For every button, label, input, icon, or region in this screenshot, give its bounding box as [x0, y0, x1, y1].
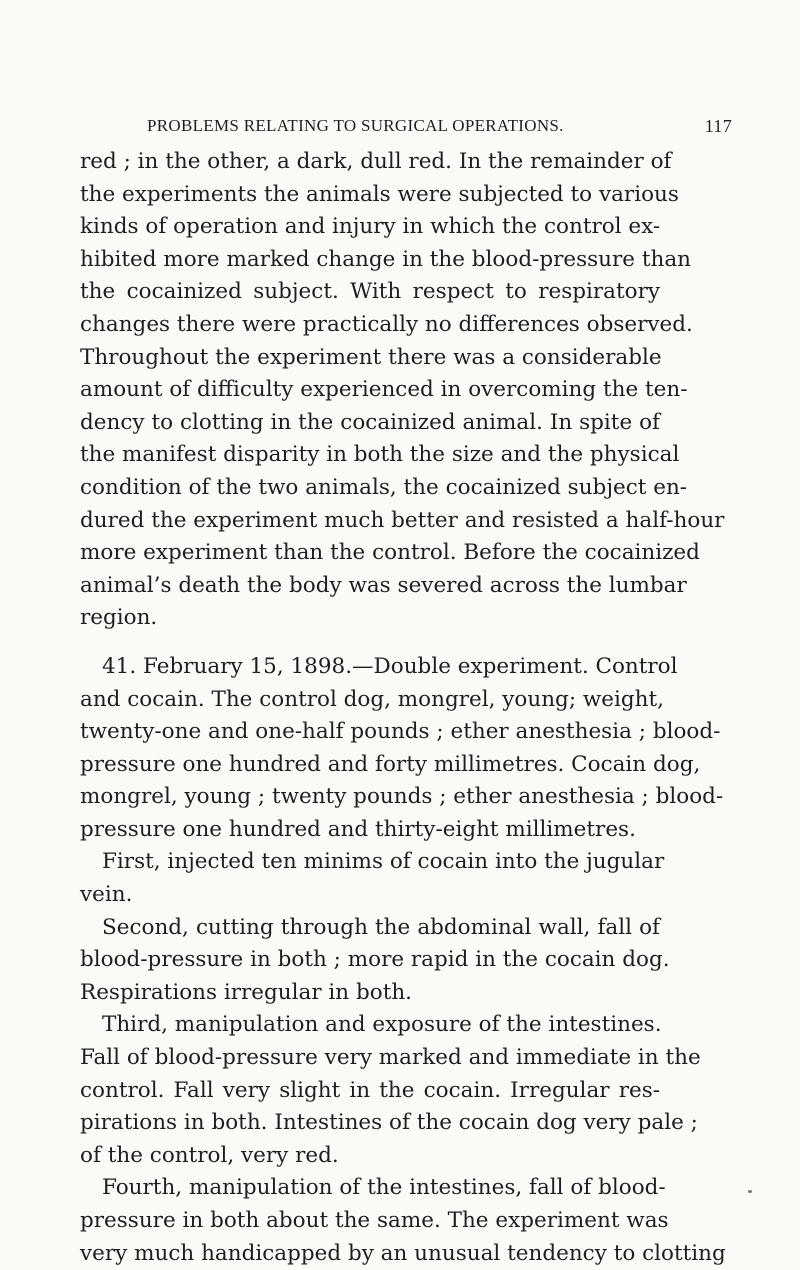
text-line: Fourth, manipulation of the intestines, fall of blood-	[102, 1175, 666, 1201]
paragraph	[80, 1172, 726, 1270]
text-line: First, injected ten minims of cocain into the jugular	[102, 849, 665, 875]
paragraph	[80, 912, 670, 1010]
text-line: Respirations irregular in both.	[80, 979, 413, 1005]
paragraph	[80, 1009, 701, 1172]
text-line: amount of difficulty experienced in overcoming the ten-	[80, 377, 688, 403]
text-line: condition of the two animals, the cocainized subject en-	[80, 474, 688, 500]
text-line: region.	[80, 605, 158, 631]
text-line: Fall of blood-pressure very marked and immediate in the	[80, 1045, 701, 1071]
text-line: the manifest disparity in both the size and the physical	[80, 442, 680, 468]
text-line: mongrel, young ; twenty pounds ; ether anesthesia ; blood-	[80, 784, 724, 810]
page-number: 117	[704, 116, 732, 136]
body-text	[80, 146, 726, 1270]
text-line: twenty-one and one-half pounds ; ether anesthesia ; blood-	[80, 719, 721, 745]
text-line: Third, manipulation and exposure of the intestines.	[102, 1012, 662, 1038]
text-line: pirations in both. Intestines of the cocain dog very pale ;	[80, 1110, 698, 1136]
paragraph	[80, 846, 665, 911]
text-line: blood-pressure in both ; more rapid in the cocain dog.	[80, 947, 670, 973]
text-line: and cocain. The control dog, mongrel, young; weight,	[80, 686, 664, 712]
text-line: the cocainized subject. With respect to respiratory	[80, 279, 660, 305]
text-line: dency to clotting in the cocainized animal. In spite of	[80, 409, 660, 435]
text-line: pressure one hundred and thirty-eight millimetres.	[80, 816, 636, 842]
text-line: Throughout the experiment there was a considerable	[80, 344, 662, 370]
text-line: control. Fall very slight in the cocain. Irregular res-	[80, 1077, 660, 1103]
text-line: dured the experiment much better and resisted a half-hour	[80, 507, 725, 533]
text-line: 41. February 15, 1898.—Double experiment. Control	[102, 653, 678, 679]
text-line: of the control, very red.	[80, 1142, 339, 1168]
text-line: pressure one hundred and forty millimetres. Cocain dog,	[80, 751, 701, 777]
text-line: animal’s death the body was severed across the lumbar	[80, 572, 687, 598]
text-line: the experiments the animals were subjected to various	[80, 181, 679, 207]
paper-speck	[748, 1190, 752, 1193]
paragraph-gap	[80, 635, 660, 651]
text-line: changes there were practically no differences observed.	[80, 311, 693, 337]
running-title: PROBLEMS RELATING TO SURGICAL OPERATIONS.	[147, 116, 564, 135]
running-head	[137, 116, 737, 146]
text-line: Second, cutting through the abdominal wall, fall of	[102, 914, 660, 940]
text-line: vein.	[80, 882, 133, 908]
text-line: red ; in the other, a dark, dull red. In the remainder of	[80, 149, 672, 174]
text-line: more experiment than the control. Before the cocainized	[80, 540, 700, 566]
paragraph	[80, 651, 724, 847]
text-line: pressure in both about the same. The experiment was	[80, 1208, 669, 1233]
text-line: hibited more marked change in the blood-pressure than	[80, 246, 692, 272]
text-line: kinds of operation and injury in which the control ex-	[80, 214, 661, 240]
text-line: very much handicapped by an unusual tendency to clotting	[80, 1240, 726, 1266]
paragraph	[80, 146, 725, 635]
